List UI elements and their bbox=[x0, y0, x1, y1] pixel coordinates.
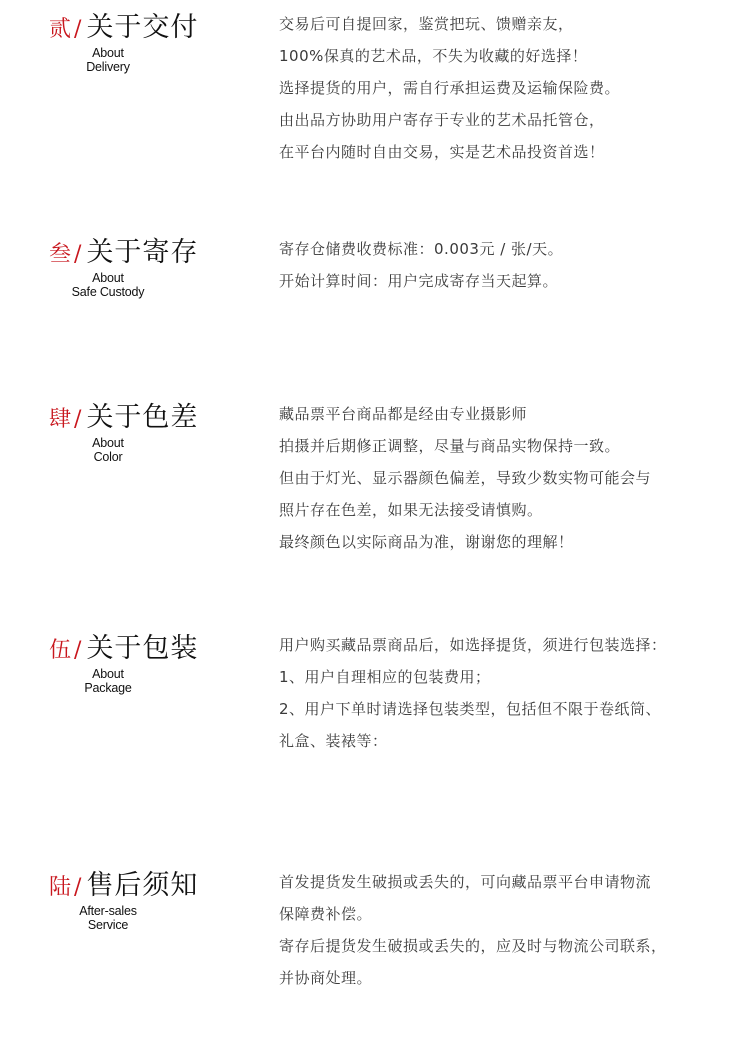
body-line: 保障费补偿。 bbox=[279, 905, 373, 923]
heading-slash: / bbox=[74, 17, 82, 42]
section-title: 关于色差 bbox=[86, 402, 199, 433]
section-subtitle-en bbox=[58, 436, 158, 464]
subtitle-line: Service bbox=[87, 918, 129, 932]
body-line: 拍摄并后期修正调整，尽量与商品实物保持一致。 bbox=[279, 437, 621, 455]
subtitle-line: Package bbox=[84, 681, 132, 695]
subtitle-line: About bbox=[92, 436, 124, 450]
body-line: 由出品方协助用户寄存于专业的艺术品托管仓， bbox=[279, 111, 605, 129]
subtitle-line: About bbox=[92, 667, 124, 681]
body-line: 寄存后提货发生破损或丢失的，应及时与物流公司联系， bbox=[279, 937, 667, 955]
body-line: 开始计算时间：用户完成寄存当天起算。 bbox=[279, 272, 559, 290]
section-body bbox=[279, 8, 719, 168]
body-line: 2、用户下单时请选择包装类型，包括但不限于卷纸筒、 bbox=[279, 700, 662, 718]
heading-slash: / bbox=[74, 407, 82, 432]
heading-slash: / bbox=[74, 875, 82, 900]
section-body bbox=[279, 866, 719, 994]
section-heading bbox=[49, 866, 198, 906]
subtitle-line: Color bbox=[93, 450, 123, 464]
section-title: 关于包装 bbox=[86, 633, 199, 664]
section-heading bbox=[49, 8, 198, 48]
body-line: 交易后可自提回家，鉴赏把玩、馈赠亲友， bbox=[279, 15, 574, 33]
section-subtitle-en bbox=[58, 904, 158, 932]
body-line: 1、用户自理相应的包装费用； bbox=[279, 668, 491, 686]
section-heading bbox=[49, 398, 198, 438]
section-number: 叁 bbox=[49, 242, 72, 267]
body-line: 寄存仓储费收费标准：0.003元 / 张/天。 bbox=[279, 240, 564, 258]
body-line: 100%保真的艺术品，不失为收藏的好选择！ bbox=[279, 47, 588, 65]
subtitle-line: Delivery bbox=[86, 60, 130, 74]
section-title: 关于寄存 bbox=[86, 237, 199, 268]
section-number: 贰 bbox=[49, 17, 72, 42]
section-number: 陆 bbox=[49, 875, 72, 900]
body-line: 但由于灯光、显示器颜色偏差，导致少数实物可能会与 bbox=[279, 469, 652, 487]
section-body bbox=[279, 233, 719, 297]
body-line: 照片存在色差，如果无法接受请慎购。 bbox=[279, 501, 543, 519]
section-body bbox=[279, 629, 719, 757]
body-line: 首发提货发生破损或丢失的，可向藏品票平台申请物流 bbox=[279, 873, 652, 891]
section-subtitle-en bbox=[58, 46, 158, 74]
body-line: 用户购买藏品票商品后，如选择提货，须进行包装选择： bbox=[279, 636, 667, 654]
body-line: 藏品票平台商品都是经由专业摄影师 bbox=[279, 405, 528, 423]
section-title: 关于交付 bbox=[86, 12, 199, 43]
section-number: 伍 bbox=[49, 638, 72, 663]
heading-slash: / bbox=[74, 242, 82, 267]
section-body bbox=[279, 398, 719, 558]
subtitle-line: After-sales bbox=[79, 904, 137, 918]
section-subtitle-en bbox=[58, 667, 158, 695]
section-subtitle-en bbox=[58, 271, 158, 299]
heading-slash: / bbox=[74, 638, 82, 663]
body-line: 在平台内随时自由交易，实是艺术品投资首选！ bbox=[279, 143, 605, 161]
body-line: 礼盒、装裱等： bbox=[279, 732, 388, 750]
section-heading bbox=[49, 629, 198, 669]
body-line: 最终颜色以实际商品为准，谢谢您的理解！ bbox=[279, 533, 574, 551]
subtitle-line: Safe Custody bbox=[71, 285, 145, 299]
body-line: 并协商处理。 bbox=[279, 969, 373, 987]
section-heading bbox=[49, 233, 198, 273]
body-line: 选择提货的用户，需自行承担运费及运输保险费。 bbox=[279, 79, 621, 97]
subtitle-line: About bbox=[92, 271, 124, 285]
section-number: 肆 bbox=[49, 407, 72, 432]
section-title: 售后须知 bbox=[86, 870, 199, 901]
subtitle-line: About bbox=[92, 46, 124, 60]
